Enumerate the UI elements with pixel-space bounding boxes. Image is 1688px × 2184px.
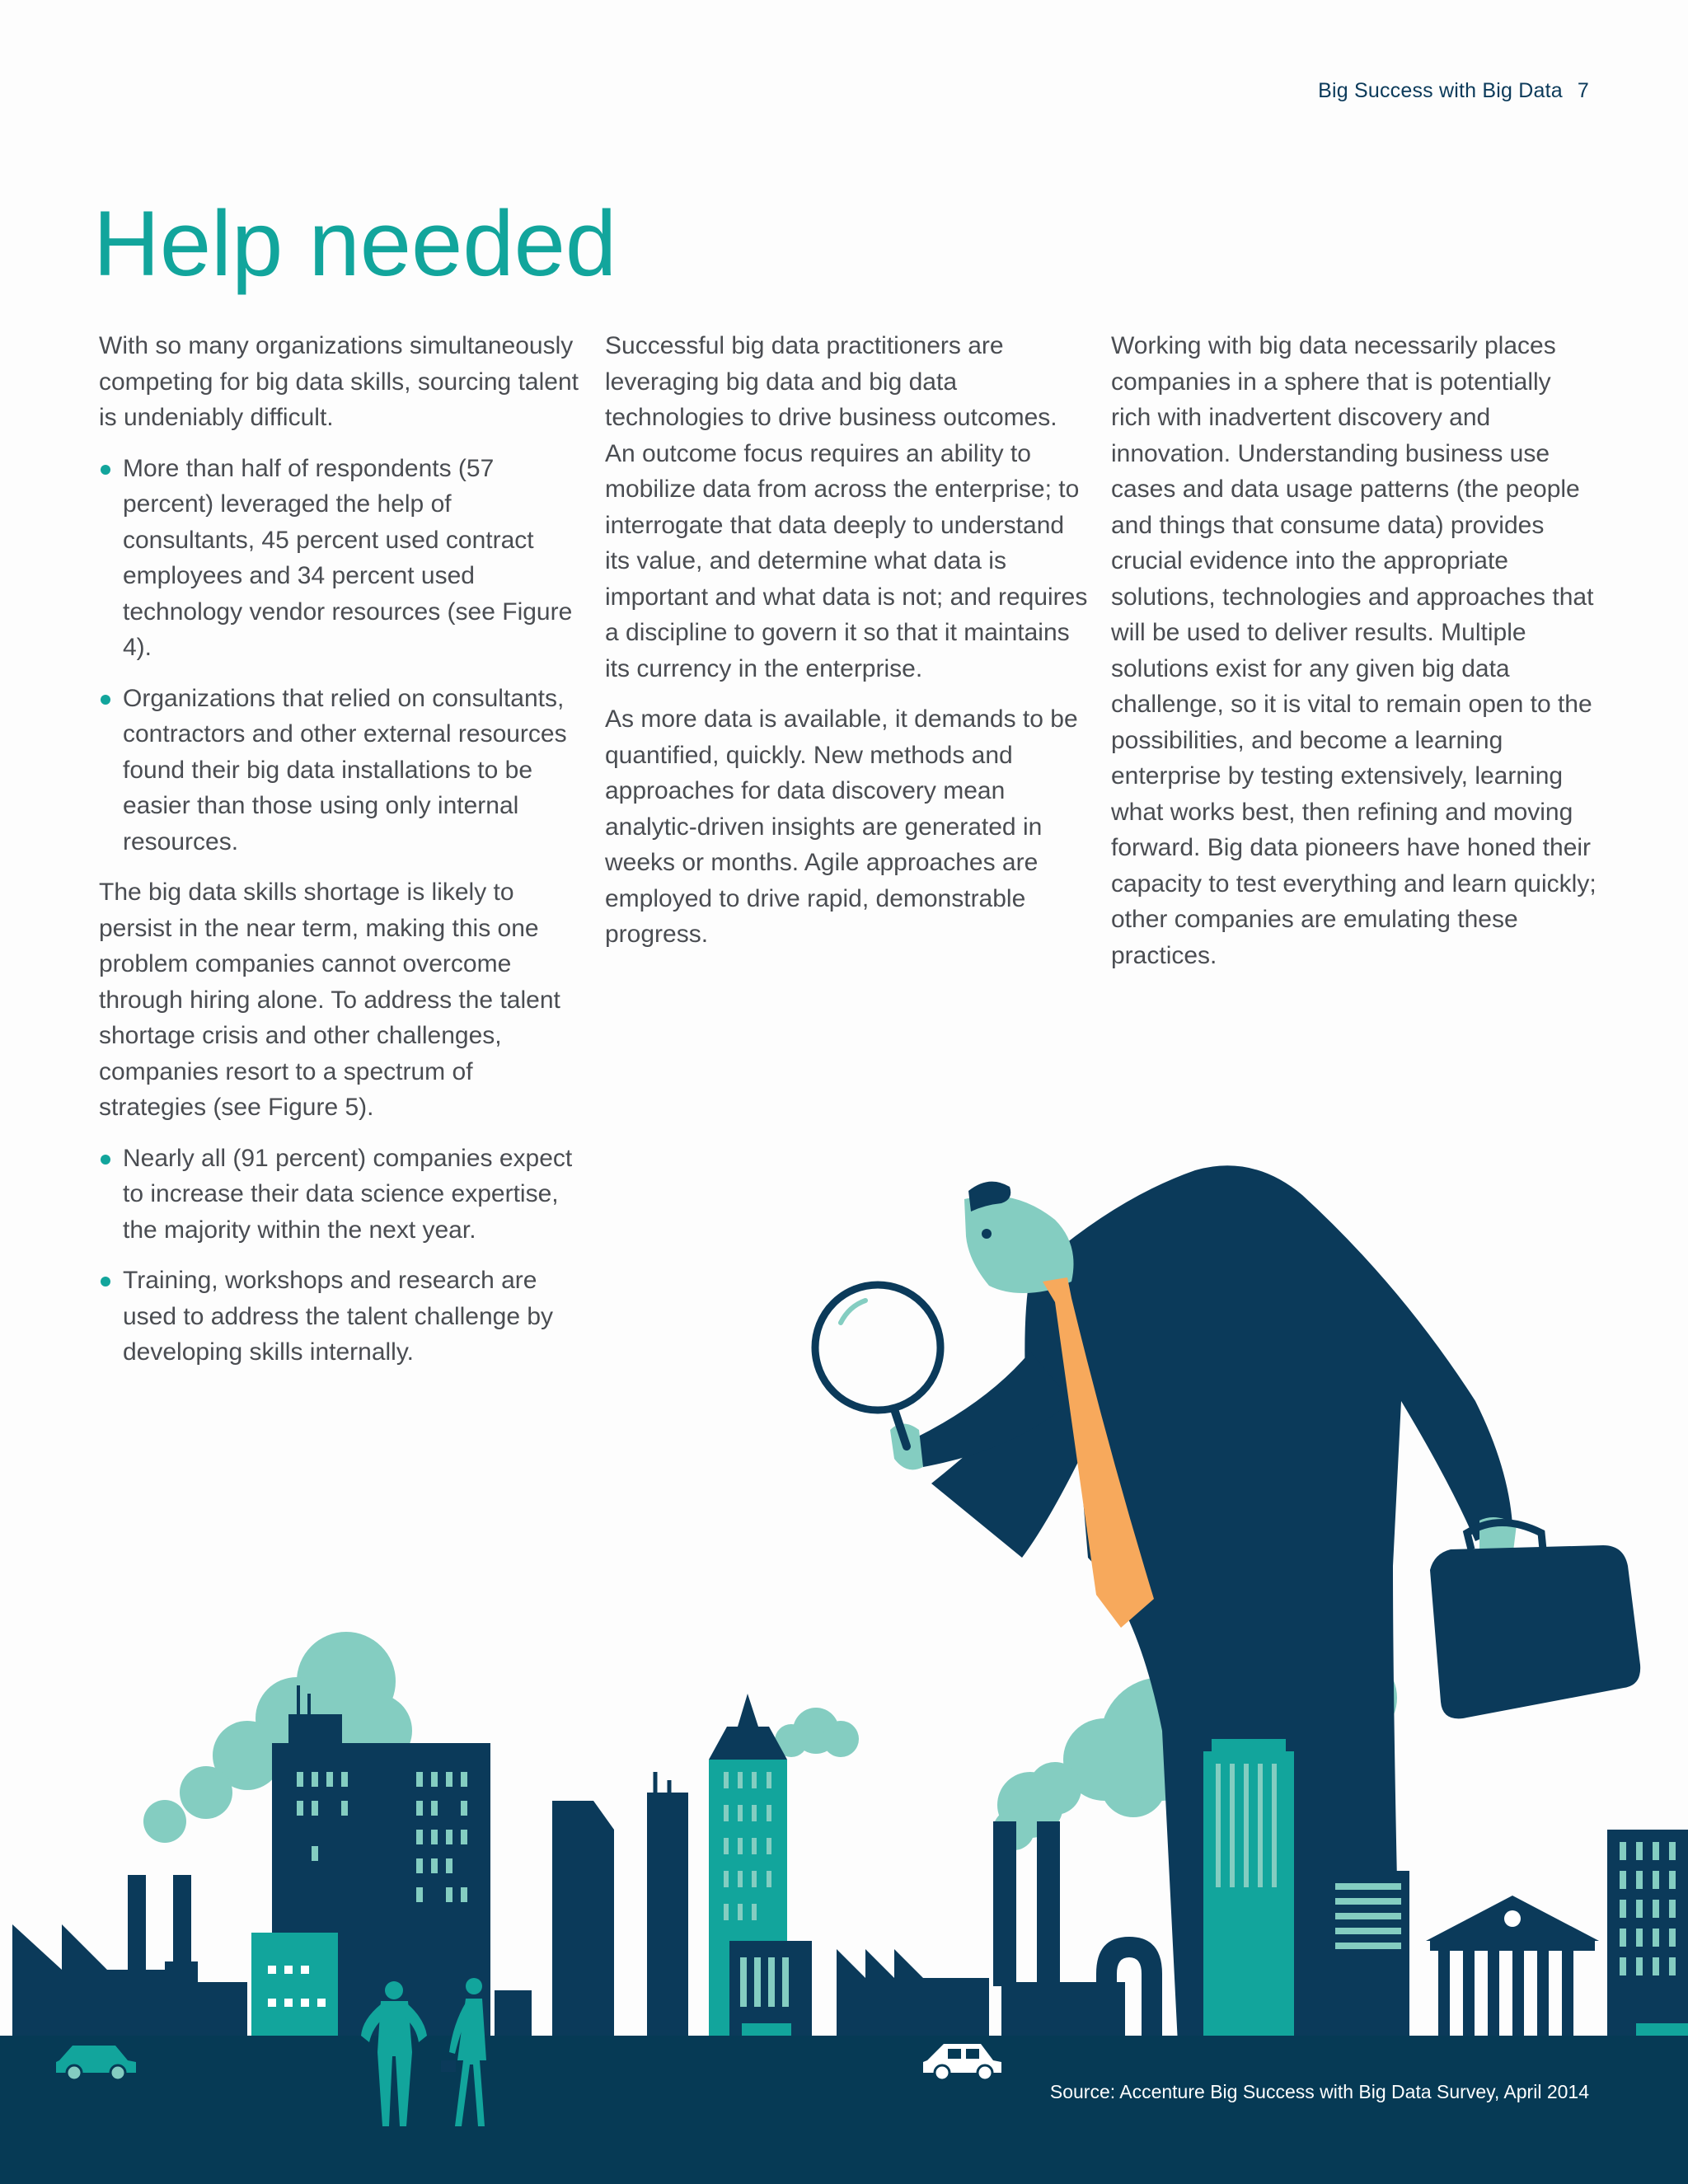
discovery-paragraph: Working with big data necessarily places companies in a sphere that is potentially rich with inadvertent discovery and innovation. Understanding business use cases and data usage patterns (the people and things that consume data) provides crucial evidence into the appropriate solutions, technologies and approaches that will be used to deliver results. Multiple solutions exist for any given big data challenge, so it is vital to remain open to the possibilities, and become a learning enterprise by testing extensively, learning what works best, then refining and moving forward. Big data pioneers have honed their capacity to test everything and learn quickly; other companies are emulating these practices.	[1111, 332, 1597, 969]
city-giant-illustration	[0, 1137, 1688, 2184]
bullet-item: Training, workshops and research are used to address the talent challenge by developing skills internally.	[99, 1263, 585, 1371]
page-number: 7	[1577, 79, 1589, 102]
bullet-item: Organizations that relied on consultants, contractors and other external resources found their big data installations to be easier than those using only internal resources.	[99, 681, 585, 860]
intro-paragraph: With so many organizations simultaneously competing for big data skills, sourcing talent is undeniably difficult.	[99, 332, 579, 431]
bullet-list-a	[99, 451, 585, 860]
bullet-item: Nearly all (91 percent) companies expect to increase their data science expertise, the majority within the next year.	[99, 1141, 585, 1249]
outcomes-paragraph: Successful big data practitioners are leveraging big data and big data technologies to drive business outcomes. An outcome focus requires an ability to mobilize data from across the enterprise; to interrogate that data deeply to understand its value, and determine what data is important and what data is not; and requires a discipline to govern it so that it maintains its currency in the enterprise.	[605, 332, 1088, 682]
skills-shortage-paragraph: The big data skills shortage is likely to persist in the near term, making this one problem companies cannot overcome through hiring alone. To address the talent shortage crisis and other challenges, companies resort to a spectrum of strategies (see Figure 5).	[99, 879, 560, 1121]
bullet-item: More than half of respondents (57 percent) leveraged the help of consultants, 45 percent used contract employees and 34 percent used technology vendor resources (see Figure 4).	[99, 451, 585, 666]
running-header	[1318, 79, 1589, 103]
running-title: Big Success with Big Data	[1318, 79, 1563, 102]
source-caption: Source: Accenture Big Success with Big Data Survey, April 2014	[1049, 2081, 1589, 2102]
text-column-3	[1111, 328, 1597, 988]
ground	[0, 2036, 1688, 2184]
page-title: Help needed	[93, 192, 617, 295]
text-column-2	[605, 328, 1091, 968]
agile-paragraph: As more data is available, it demands to be quantified, quickly. New methods and approaches for data discovery mean analytic-driven insights are generated in weeks or months. Agile approaches are employed to drive rapid, demonstrable progress.	[605, 705, 1078, 948]
